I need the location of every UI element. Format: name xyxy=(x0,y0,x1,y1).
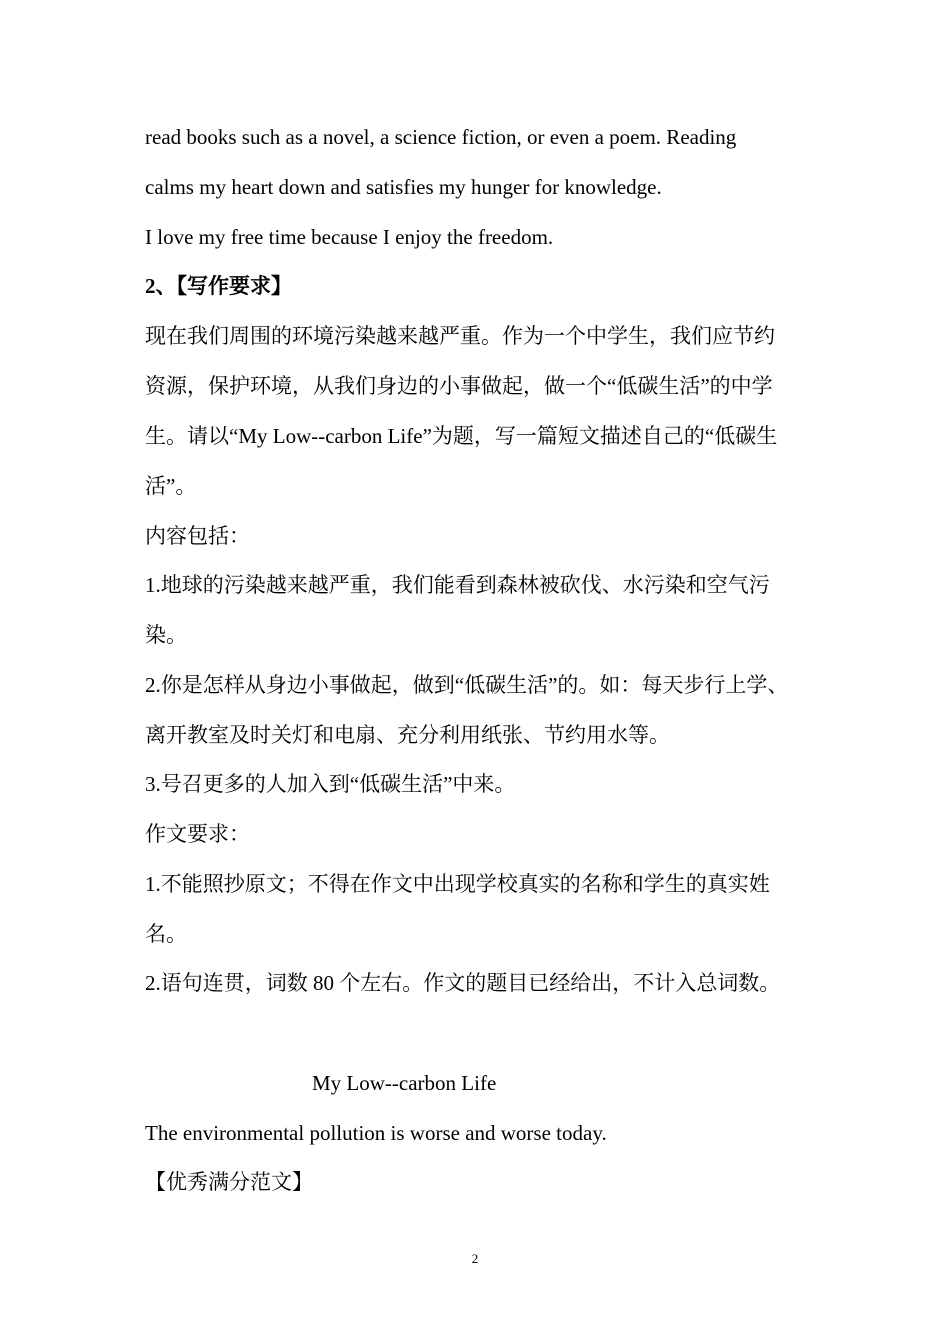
requirement-text-line: 现在我们周围的环境污染越来越严重。作为一个中学生，我们应节约 xyxy=(145,324,775,348)
essay-text-line: calms my heart down and satisfies my hunger for knowledge. xyxy=(145,175,662,199)
essay-closing-line: I love my free time because I enjoy the freedom. xyxy=(145,225,554,249)
content-item: 2.你是怎样从身边小事做起，做到“低碳生活”的。如：每天步行上学、 xyxy=(145,673,789,697)
essay-text-line: read books such as a novel, a science fiction, or even a poem. Reading xyxy=(145,125,737,149)
essay-title: My Low--carbon Life xyxy=(312,1071,497,1095)
requirement-text-line: 活”。 xyxy=(145,474,197,498)
requirement-text-line: 生。请以“My Low--carbon Life”为题，写一篇短文描述自己的“低碳生 xyxy=(145,424,778,448)
content-heading: 内容包括： xyxy=(145,524,250,548)
page-number: 2 xyxy=(471,1251,479,1266)
section-heading: 2、【写作要求】 xyxy=(145,274,292,298)
content-item: 3.号召更多的人加入到“低碳生活”中来。 xyxy=(145,772,516,796)
content-item: 染。 xyxy=(145,623,187,647)
writing-requirement-item: 2.语句连贯，词数 80 个左右。作文的题目已经给出，不计入总词数。 xyxy=(145,971,781,995)
writing-requirement-item: 名。 xyxy=(145,922,187,946)
sample-essay-heading: 【优秀满分范文】 xyxy=(145,1170,313,1194)
requirement-text-line: 资源，保护环境，从我们身边的小事做起，做一个“低碳生活”的中学 xyxy=(145,374,773,398)
content-item: 离开教室及时关灯和电扇、充分利用纸张、节约用水等。 xyxy=(145,723,670,747)
writing-requirements-heading: 作文要求： xyxy=(145,822,250,846)
essay-opening-line: The environmental pollution is worse and worse today. xyxy=(145,1121,607,1145)
content-item: 1.地球的污染越来越严重，我们能看到森林被砍伐、水污染和空气污 xyxy=(145,573,770,597)
writing-requirement-item: 1.不能照抄原文；不得在作文中出现学校真实的名称和学生的真实姓 xyxy=(145,872,770,896)
